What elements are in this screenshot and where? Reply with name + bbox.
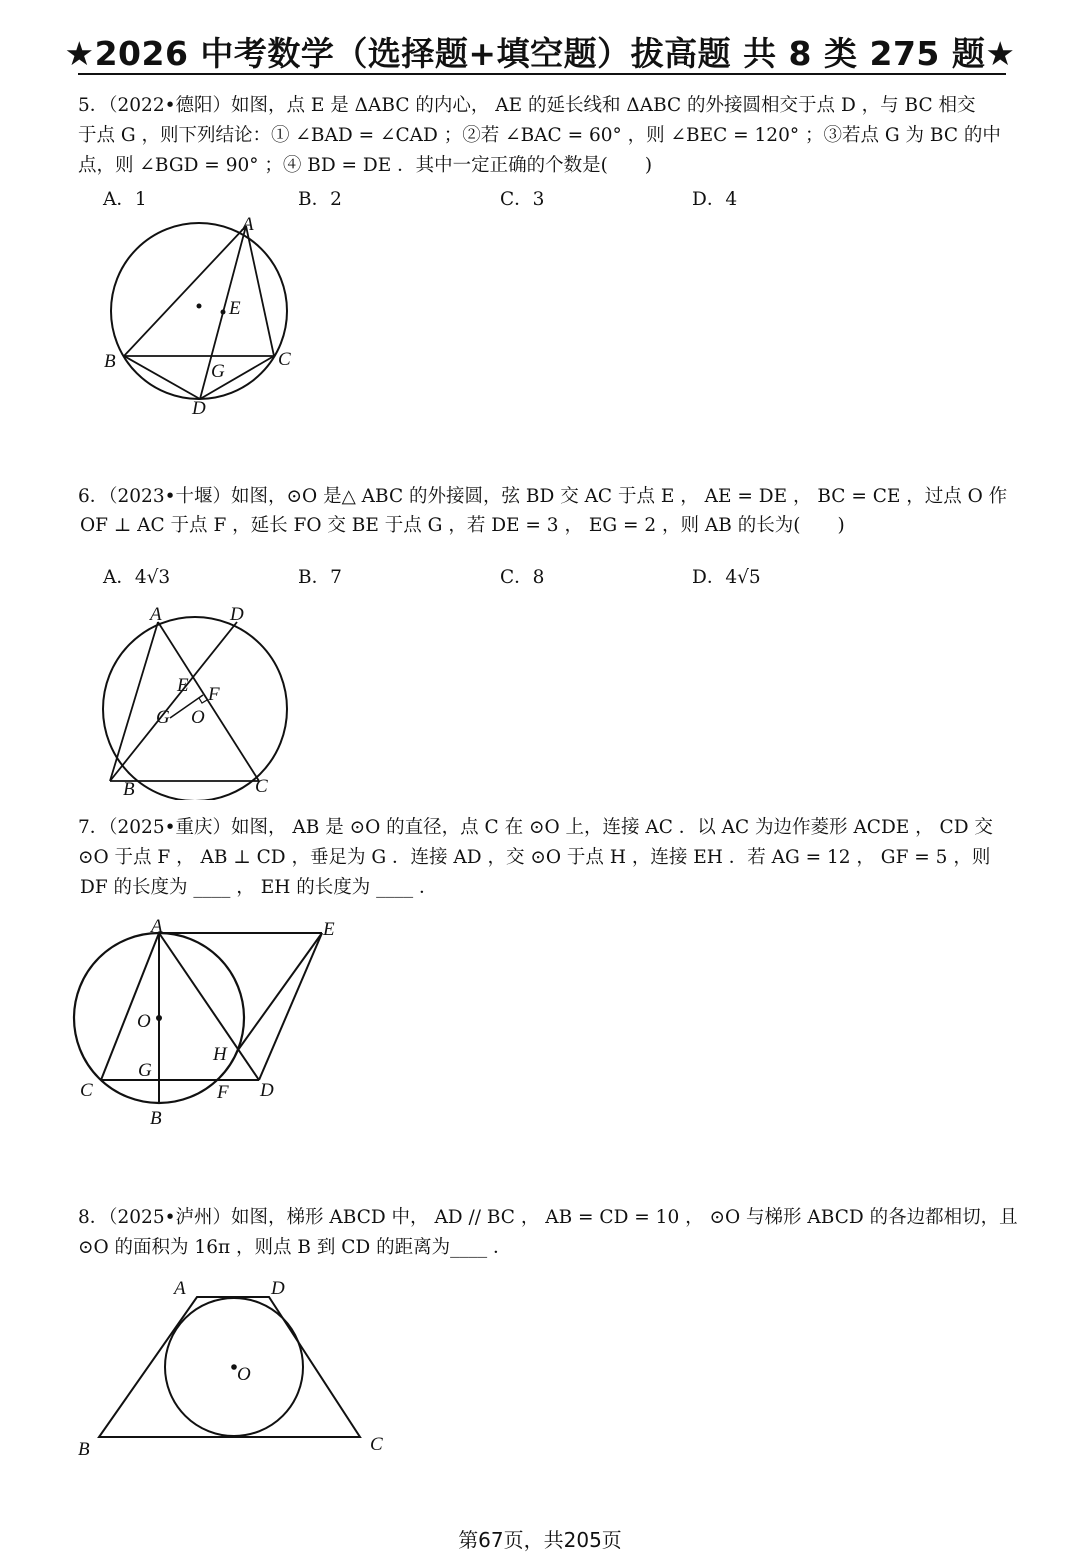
q8-label-d: D (271, 1278, 285, 1299)
q5-line-2: 于点 G ，则下列结论：① ∠BAD = ∠CAD ；②若 ∠BAC = 60° ，则 ∠BEC = 120° ；③若点 G 为 BC 的中 (78, 125, 1001, 146)
q6-option-a: A．4√3 (103, 567, 171, 588)
q5-label-e: E (229, 298, 241, 319)
q5-label-b: B (104, 351, 116, 372)
q5-figure (100, 212, 300, 422)
q7-figure (72, 912, 352, 1132)
header-divider (78, 73, 1006, 75)
q6-label-e: E (177, 675, 189, 696)
q6-label-a: A (150, 604, 162, 625)
q8-line-2: ⊙O 的面积为 16π ，则点 B 到 CD 的距离为____ ． (78, 1237, 512, 1258)
page-number: 第67页，共205页 (458, 1528, 622, 1552)
q8-label-c: C (370, 1434, 383, 1455)
q5-option-c: C．3 (500, 189, 545, 210)
q6-label-d: D (230, 604, 244, 625)
q7-center-dot (156, 1015, 162, 1021)
q6-label-o: O (191, 707, 205, 728)
q7-label-h: H (213, 1044, 227, 1065)
q8-label-b: B (78, 1439, 90, 1460)
q6-option-c: C．8 (500, 567, 545, 588)
q7-label-e: E (323, 919, 335, 940)
q5-option-b: B．2 (298, 189, 342, 210)
page-title: ★2026 中考数学（选择题+填空题）拔高题 共 8 类 275 题★ (64, 34, 1016, 73)
q5-option-a: A．1 (103, 189, 147, 210)
q8-trapezoid (99, 1297, 360, 1437)
q8-label-o: O (237, 1364, 251, 1385)
q8-label-a: A (174, 1278, 186, 1299)
q6-option-d: D．4√5 (692, 567, 761, 588)
q5-label-d: D (192, 398, 206, 419)
q7-label-o: O (137, 1011, 151, 1032)
q7-label-d: D (260, 1080, 274, 1101)
q5-line-3: 点，则 ∠BGD = 90° ；④ BD = DE ．其中一定正确的个数是( ) (78, 155, 653, 176)
q6-label-c: C (255, 776, 268, 797)
q6-side-ab (110, 622, 158, 781)
q6-line-2: OF ⊥ AC 于点 F ，延长 FO 交 BE 于点 G ，若 DE = 3 ， EG = 2 ，则 AB 的长为( ) (80, 515, 845, 536)
q8-line-1: 8．（2025•泸州）如图，梯形 ABCD 中， AD // BC ， AB = CD = 10 ， ⊙O 与梯形 ABCD 的各边都相切，且 (78, 1207, 1018, 1228)
q7-label-a: A (151, 916, 163, 937)
q5-point-e (221, 310, 226, 315)
q5-center-dot (197, 304, 202, 309)
q5-side-ac (246, 226, 274, 356)
q7-line-2: ⊙O 于点 F ， AB ⊥ CD ，垂足为 G ．连接 AD ，交 ⊙O 于点 H ，连接 EH ．若 AG = 12 ， GF = 5 ，则 (78, 847, 991, 868)
q7-label-f: F (217, 1082, 229, 1103)
q8-figure (72, 1272, 402, 1472)
q6-figure (95, 600, 300, 800)
q7-label-c: C (80, 1080, 93, 1101)
q7-label-g: G (138, 1060, 152, 1081)
q6-label-f: F (208, 684, 220, 705)
q6-option-b: B．7 (298, 567, 342, 588)
q6-line-1: 6．（2023•十堰）如图，⊙O 是△ ABC 的外接圆，弦 BD 交 AC 于点 E ， AE = DE ， BC = CE ，过点 O 作 (78, 486, 1008, 507)
q5-label-c: C (278, 349, 291, 370)
q5-label-a: A (242, 214, 254, 235)
q5-label-g: G (211, 361, 225, 382)
q5-line-bd (124, 356, 200, 399)
q6-label-b: B (123, 779, 135, 800)
q6-label-g: G (156, 707, 170, 728)
q5-circle (111, 223, 287, 399)
q7-side-ac (101, 933, 159, 1080)
q7-label-b: B (150, 1108, 162, 1129)
q5-side-ab (124, 226, 246, 356)
q7-line-3: DF 的长度为 ____ ， EH 的长度为 ____ ． (80, 877, 438, 898)
q5-line-1: 5．（2022•德阳）如图，点 E 是 ΔABC 的内心， AE 的延长线和 ΔABC 的外接圆相交于点 D ，与 BC 相交 (78, 95, 976, 116)
q8-center-dot (231, 1364, 237, 1370)
q7-line-1: 7．（2025•重庆）如图， AB 是 ⊙O 的直径，点 C 在 ⊙O 上，连接 AC ．以 AC 为边作菱形 ACDE ， CD 交 (78, 817, 993, 838)
q5-option-d: D．4 (692, 189, 738, 210)
